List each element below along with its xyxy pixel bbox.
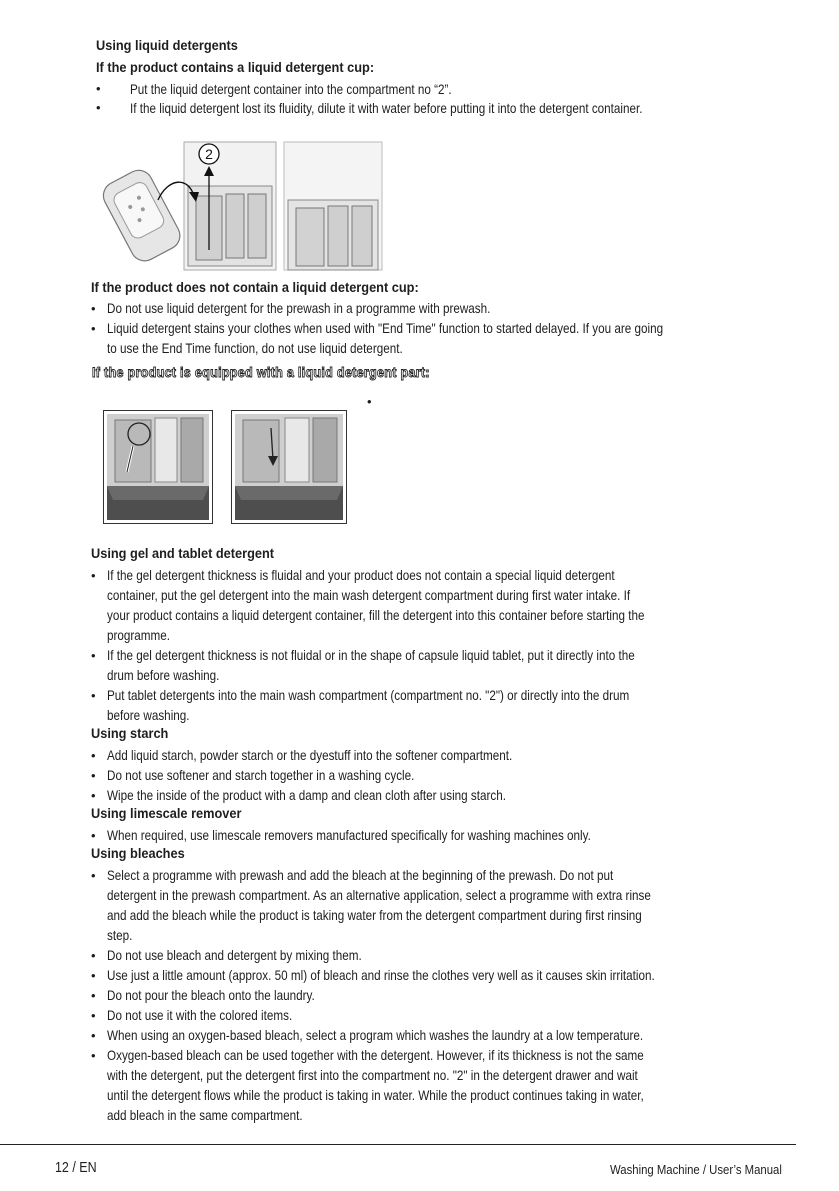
gel-line-3: your product contains a liquid detergent container, fill the detergent into this container before starting the [107, 608, 645, 623]
bleach-line-2: detergent in the prewash compartment. As an alternative application, select a programme with extra rinse [107, 888, 651, 903]
bullet-marker: • [91, 948, 96, 963]
bullet-marker: • [91, 1028, 96, 1043]
bleach-line-12: until the detergent flows while the product is taking in water. While the product continues taking in water, [107, 1088, 644, 1103]
liquid-part-photo-1 [103, 410, 213, 524]
section-heading-bleach: Using bleaches [91, 846, 185, 862]
bullet-marker: • [91, 301, 96, 316]
bleach-line-13: add bleach in the same compartment. [107, 1108, 303, 1123]
footer-rule [0, 1144, 796, 1145]
section-heading-gel: Using gel and tablet detergent [91, 546, 275, 562]
gel-line-5: If the gel detergent thickness is not fluidal or in the shape of capsule liquid tablet, put it directly into the [107, 648, 635, 663]
gel-line-1: If the gel detergent thickness is fluidal and your product does not contain a special liquid detergent [107, 568, 615, 583]
bullet-marker: • [91, 1008, 96, 1023]
compartment-number-label: 2 [205, 146, 213, 162]
bullet-marker: • [91, 748, 96, 763]
gel-line-7: Put tablet detergents into the main wash compartment (compartment no. "2") or directly into the drum [107, 688, 630, 703]
bullet-marker: • [367, 394, 372, 409]
bleach-line-1: Select a programme with prewash and add the bleach at the beginning of the prewash. Do not put [107, 868, 614, 883]
bullet-marker: • [91, 1048, 96, 1063]
bleach-line-11: with the detergent, put the detergent first into the compartment no. "2" in the detergent drawer and wait [107, 1068, 638, 1083]
starch-line-1: Add liquid starch, powder starch or the dyestuff into the softener compartment. [107, 748, 513, 763]
bullet-marker: • [91, 988, 96, 1003]
section-heading-limescale: Using limescale remover [91, 806, 242, 822]
section-heading-starch: Using starch [91, 726, 169, 742]
bleach-line-8: Do not use it with the colored items. [107, 1008, 293, 1023]
gel-line-8: before washing. [107, 708, 190, 723]
section-heading-liquid: Using liquid detergents [96, 38, 238, 54]
limescale-line-1: When required, use limescale removers manufactured specifically for washing machines only. [107, 828, 591, 843]
bullet-marker: • [91, 968, 96, 983]
detergent-cup-illustration [98, 140, 388, 275]
bullet-marker: • [91, 868, 96, 883]
liquid-part-photo-2 [231, 410, 347, 524]
subheading-detergent-part: If the product is equipped with a liquid detergent part: [92, 364, 430, 380]
bullet-marker: • [96, 100, 101, 115]
bullet-marker: • [91, 828, 96, 843]
starch-line-2: Do not use softener and starch together in a washing cycle. [107, 768, 415, 783]
bleach-line-4: step. [107, 928, 133, 943]
bleach-line-5: Do not use bleach and detergent by mixing them. [107, 948, 362, 963]
bullet-marker: • [96, 81, 101, 96]
bleach-line-10: Oxygen-based bleach can be used together with the detergent. However, if its thickness is not the same [107, 1048, 644, 1063]
bullet-marker: • [91, 648, 96, 663]
starch-line-3: Wipe the inside of the product with a damp and clean cloth after using starch. [107, 788, 507, 803]
bleach-line-3: and add the bleach while the product is taking water from the detergent compartment during first rinsing [107, 908, 642, 923]
cup-bullet-1: Put the liquid detergent container into the compartment no “2”. [130, 82, 452, 97]
gel-line-6: drum before washing. [107, 668, 220, 683]
subheading-liquid-cup: If the product contains a liquid detergent cup: [96, 60, 375, 76]
bullet-marker: • [91, 768, 96, 783]
page-number: 12 / EN [55, 1160, 97, 1176]
bullet-marker: • [91, 321, 96, 336]
gel-line-2: container, put the gel detergent into the main wash detergent compartment during first water intake. If [107, 588, 631, 603]
bullet-marker: • [91, 688, 96, 703]
nocup-line-3: to use the End Time function, do not use liquid detergent. [107, 341, 403, 356]
bullet-marker: • [91, 568, 96, 583]
subheading-no-cup: If the product does not contain a liquid detergent cup: [91, 280, 419, 296]
bullet-marker: • [91, 788, 96, 803]
nocup-line-1: Do not use liquid detergent for the prewash in a programme with prewash. [107, 301, 491, 316]
bleach-line-7: Do not pour the bleach onto the laundry. [107, 988, 315, 1003]
nocup-line-2: Liquid detergent stains your clothes when used with "End Time" function to started delayed. If you are going [107, 321, 664, 336]
manual-title: Washing Machine / User’s Manual [610, 1162, 782, 1177]
cup-bullet-2: If the liquid detergent lost its fluidity, dilute it with water before putting it into the detergent container. [130, 101, 643, 116]
bleach-line-9: When using an oxygen-based bleach, select a program which washes the laundry at a low temperature. [107, 1028, 644, 1043]
gel-line-4: programme. [107, 628, 171, 643]
bleach-line-6: Use just a little amount (approx. 50 ml) of bleach and rinse the clothes very well as it causes skin irritation. [107, 968, 655, 983]
